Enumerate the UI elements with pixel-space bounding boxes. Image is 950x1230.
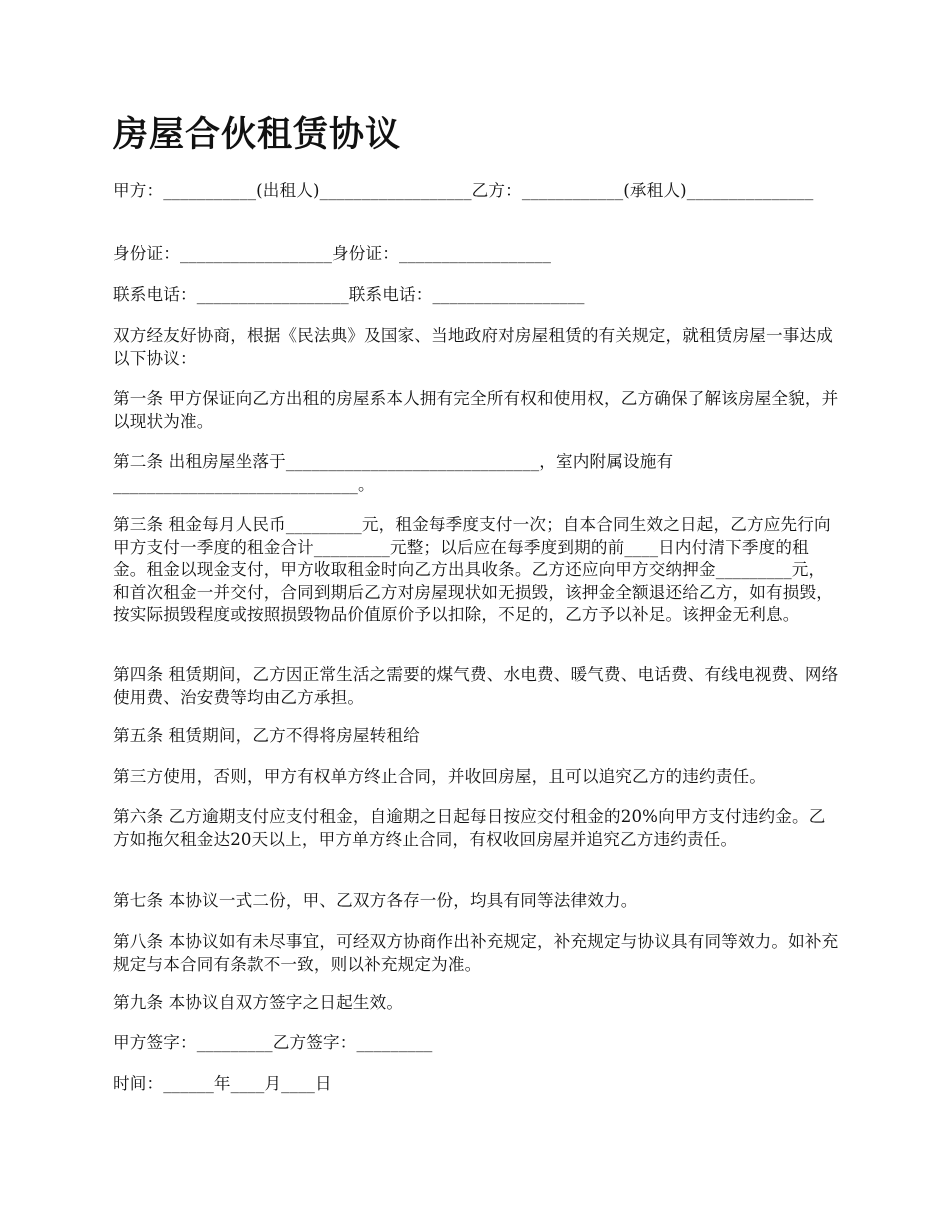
article-4: 第四条 租赁期间，乙方因正常生活之需要的煤气费、水电费、暖气费、电话费、有线电视费、网络使用费、治安费等均由乙方承担。 [113, 665, 839, 707]
article-1: 第一条 甲方保证向乙方出租的房屋系本人拥有完全所有权和使用权，乙方确保了解该房屋全貌，并以现状为准。 [113, 389, 839, 431]
article-7: 第七条 本协议一式二份，甲、乙双方各存一份，均具有同等法律效力。 [113, 891, 638, 910]
signature-line: 甲方签字：_________乙方签字：_________ [113, 1033, 433, 1052]
article-5: 第五条 租赁期间，乙方不得将房屋转租给 [113, 726, 420, 745]
party-line: 甲方：___________(出租人)__________________乙方：____________(承租人)_______________ [113, 181, 814, 200]
article-5-continued: 第三方使用，否则，甲方有权单方终止合同，并收回房屋，且可以追究乙方的违约责任。 [113, 767, 767, 786]
article-2: 第二条 出租房屋坐落于______________________________，室内附属设施有_____________________________。 [113, 452, 674, 494]
id-card-line: 身份证：__________________身份证：__________________ [113, 244, 552, 263]
date-line: 时间：______年____月____日 [113, 1074, 332, 1093]
article-8: 第八条 本协议如有未尽事宜，可经双方协商作出补充规定，补充规定与协议具有同等效力。如补充规定与本合同有条款不一致，则以补充规定为准。 [113, 932, 839, 974]
phone-line: 联系电话：__________________联系电话：__________________ [113, 285, 585, 304]
preamble-paragraph: 双方经友好协商，根据《民法典》及国家、当地政府对房屋租赁的有关规定，就租赁房屋一事达成以下协议： [113, 326, 833, 368]
article-3: 第三条 租金每月人民币_________元，租金每季度支付一次；自本合同生效之日起，乙方应先行向甲方支付一季度的租金合计_________元整；以后应在每季度到期的前____日内付清下季度的租金。租金以现金支付，甲方收取租金时向乙方出具收条。乙方还应向甲方交纳押金_________元，和首次租金一并交付，合同到期后乙方对房屋现状如无损毁，该押金全额退还给乙方，如有损毁，按实际损毁程度或按照损毁物品价值原价予以扣除，不足的，乙方予以补足。该押金无利息。 [113, 515, 833, 624]
article-9: 第九条 本协议自双方签字之日起生效。 [113, 993, 404, 1012]
article-6: 第六条 乙方逾期支付应支付租金，自逾期之日起每日按应交付租金的20%向甲方支付违约金。乙方如拖欠租金达20天以上，甲方单方终止合同，有权收回房屋并追究乙方违约责任。 [113, 807, 826, 849]
document-title: 房屋合伙租赁协议 [113, 114, 402, 155]
